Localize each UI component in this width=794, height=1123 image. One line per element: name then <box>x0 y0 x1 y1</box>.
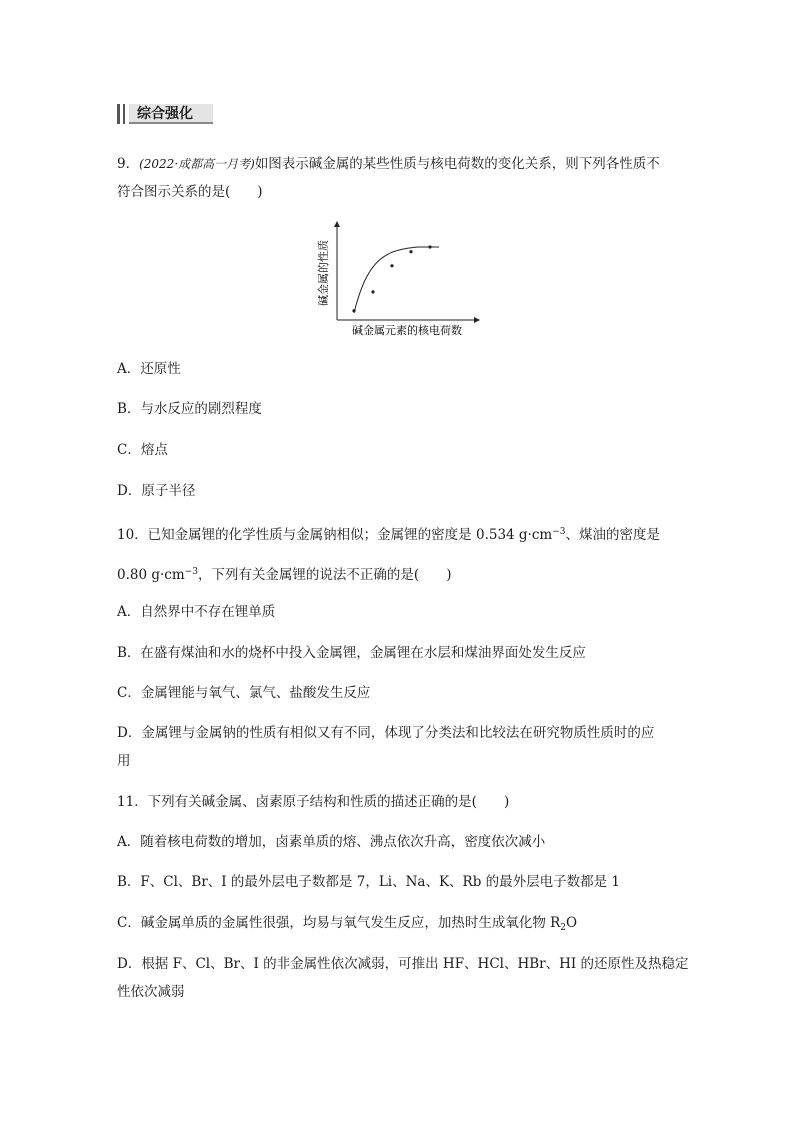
q10-sup: −3 <box>552 527 566 537</box>
q10-option-d-cont: 用 <box>117 753 131 769</box>
q9-stem-line1: 9．(2022·成都高一月考)如图表示碱金属的某些性质与核电荷数的变化关系，则下列各性质不 <box>117 156 660 172</box>
q10-stem-part: ．已知金属锂的化学性质与金属钠相似；金属锂的密度是 0.534 g·cm <box>134 527 553 543</box>
property-chart <box>312 217 482 342</box>
q10-stem-part: 、煤油的密度是 <box>565 527 660 543</box>
section-header <box>117 104 213 124</box>
q11-option-c-sub: 2 <box>560 923 567 933</box>
q9-stem-line2: 符合图示关系的是( ) <box>117 184 263 200</box>
q11-option-a: A．随着核电荷数的增加，卤素单质的熔、沸点依次升高，密度依次减小 <box>117 834 546 850</box>
q10-sup: −3 <box>184 567 198 577</box>
q10-stem-part: 0.80 g·cm <box>117 567 185 583</box>
q9-number: 9 <box>117 156 126 172</box>
section-title: 综合强化 <box>129 104 213 124</box>
x-axis-label: 碱金属元素的核电荷数 <box>352 324 462 337</box>
data-point <box>352 309 355 312</box>
q9-option-a: A．还原性 <box>117 361 181 377</box>
q11-stem <box>117 792 509 812</box>
q10-number: 10 <box>117 527 135 543</box>
q11-option-d: D．根据 F、Cl、Br、I 的非金属性依次减弱，可推出 HF、HCl、HBr、HI 的还原性及热稳定 <box>117 956 689 972</box>
q11-option-c <box>117 913 577 938</box>
q9-option-d: D．原子半径 <box>117 483 196 499</box>
q10-option-c: C．金属锂能与氧气、氯气、盐酸发生反应 <box>117 685 371 701</box>
q10-option-a: A．自然界中不存在锂单质 <box>117 604 276 620</box>
q10-option-d: D．金属锂与金属钠的性质有相似又有不同，体现了分类法和比较法在研究物质性质时的应 <box>117 725 655 741</box>
q9-option-b: B．与水反应的剧烈程度 <box>117 401 262 417</box>
q11-option-b: B．F、Cl、Br、I 的最外层电子数都是 7，Li、Na、K、Rb 的最外层电子数都是 1 <box>117 874 621 890</box>
data-point <box>428 245 431 248</box>
q9-stem-text: 如图表示碱金属的某些性质与核电荷数的变化关系，则下列各性质不 <box>254 156 660 172</box>
data-point <box>409 250 412 253</box>
q11-option-d-cont: 性依次减弱 <box>117 984 185 1000</box>
q10-stem-line1 <box>117 522 660 545</box>
q11-option-c-text: O <box>566 915 578 931</box>
y-axis-arrow <box>334 221 340 227</box>
q9-option-c: C．熔点 <box>117 442 168 458</box>
section-bar-decoration-thin <box>123 104 125 124</box>
q11-stem-text: ．下列有关碱金属、卤素原子结构和性质的描述正确的是( ) <box>134 794 510 810</box>
x-axis-arrow <box>474 317 480 323</box>
q11-number: 11 <box>117 794 135 810</box>
data-point <box>390 264 393 267</box>
series-line <box>354 247 439 313</box>
q9-source: (2022·成都高一月考) <box>139 157 255 171</box>
q10-option-b: B．在盛有煤油和水的烧杯中投入金属锂，金属锂在水层和煤油界面处发生反应 <box>117 645 586 661</box>
q11-option-c-text: C．碱金属单质的金属性很强，均易与氧气发生反应，加热时生成氧化物 R <box>117 915 561 931</box>
series-group <box>352 245 439 313</box>
q10-stem-line2 <box>117 562 451 585</box>
q10-stem-part: ，下列有关金属锂的说法不正确的是( ) <box>197 567 452 583</box>
y-axis-label: 碱金属的性质 <box>317 240 330 306</box>
data-point <box>371 290 374 293</box>
section-bar-decoration <box>117 104 120 124</box>
